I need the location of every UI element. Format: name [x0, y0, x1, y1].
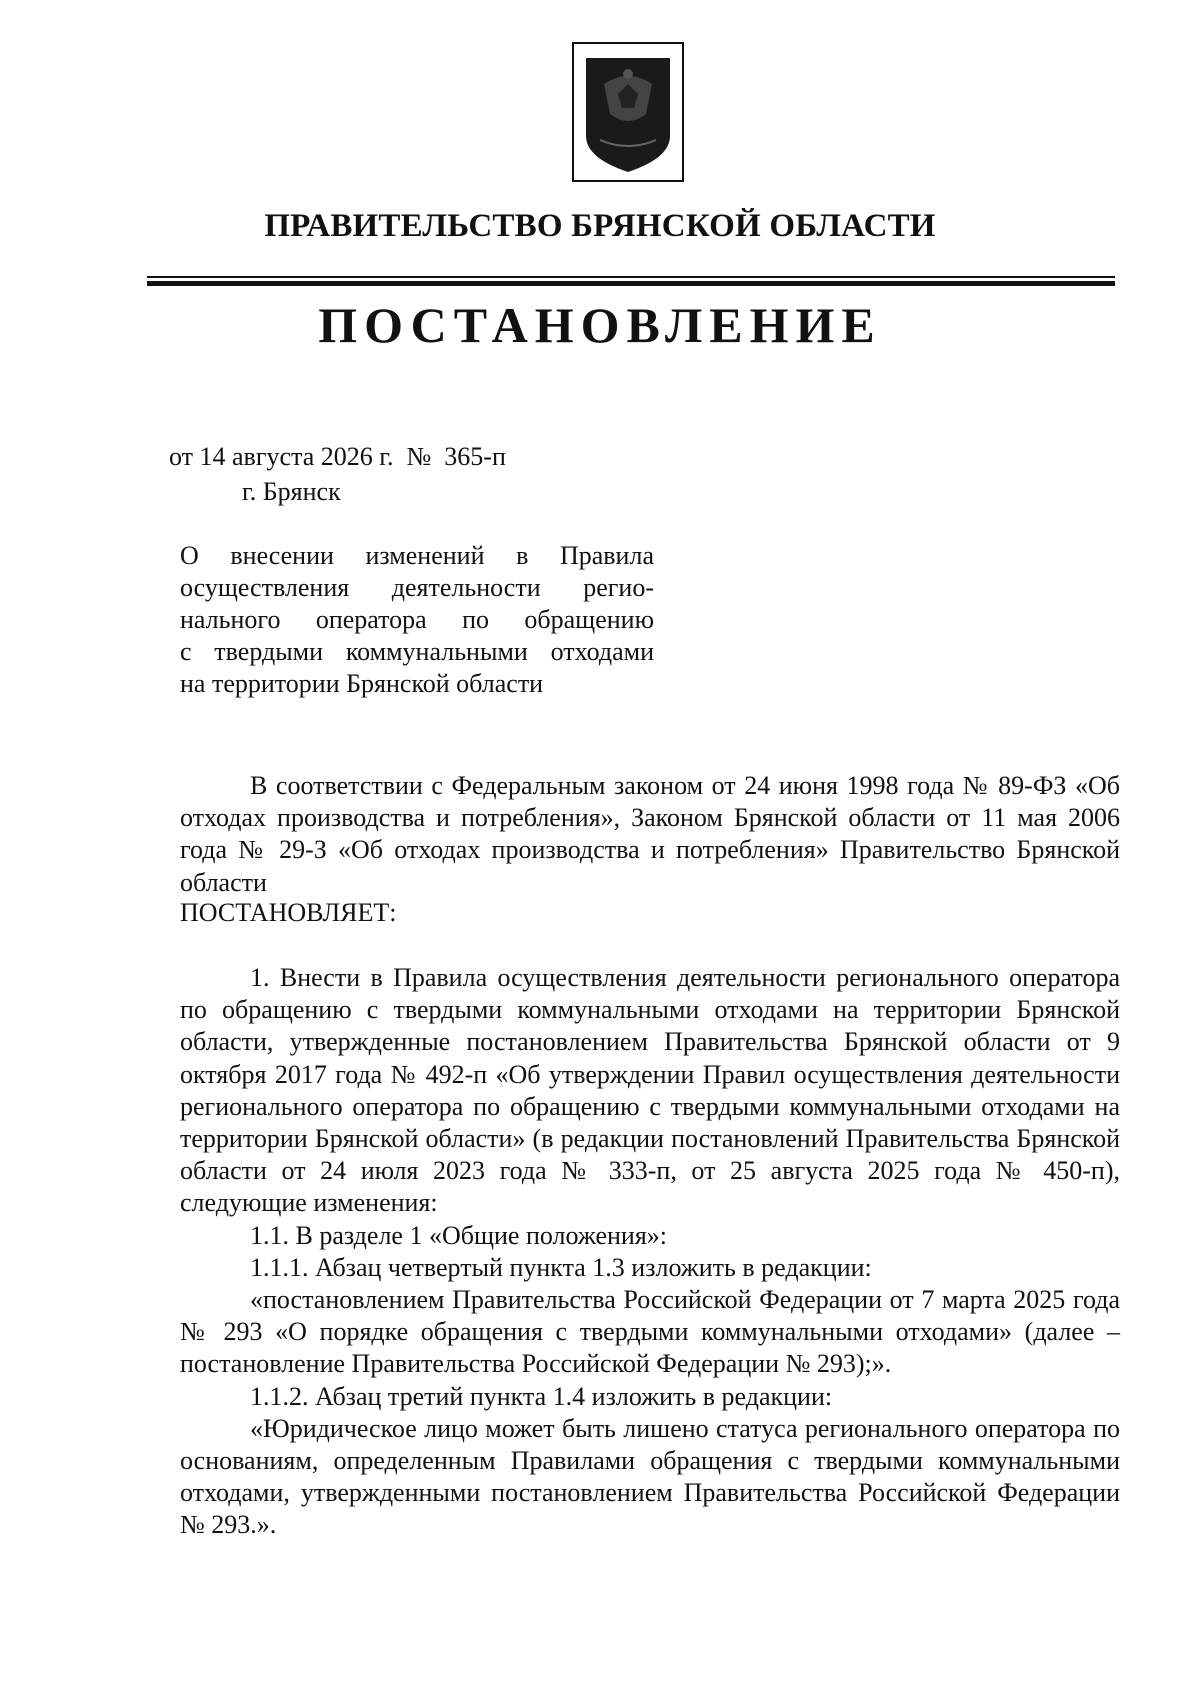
subject-line: О внесении изменений в Правила — [180, 541, 654, 570]
subject-line: нального оператора по обращению — [180, 605, 654, 634]
subject-line: с твердыми коммунальными отходами — [180, 637, 654, 666]
item-1-1-2-text: «Юридическое лицо может быть лишено статуса регионального оператора по основаниям, определенным Правилами обращения с твердыми коммунальными отходами, утвержденными постановлением Правительства Российской Федерации № 293.». — [180, 1413, 1120, 1540]
document-date-number: от 14 августа 2026 г. № 365-п — [169, 442, 506, 471]
coat-of-arms-emblem — [572, 42, 684, 182]
document-type-title: ПОСТАНОВЛЕНИЕ — [318, 297, 882, 353]
government-name: ПРАВИТЕЛЬСТВО БРЯНСКОЙ ОБЛАСТИ — [264, 208, 936, 244]
emblem-shield-icon — [574, 44, 682, 180]
preamble-paragraph: В соответствии с Федеральным законом от 24 июня 1998 года № 89-ФЗ «Об отходах производства и потребления», Законом Брянской области от 11 мая 2006 года № 29-З «Об отходах производства и потребления» Правительство Брянской области — [180, 771, 1120, 897]
document-city: г. Брянск — [242, 477, 341, 506]
document-subject — [180, 540, 654, 700]
decree-items — [180, 962, 1120, 1542]
subject-line: на территории Брянской области — [180, 669, 544, 698]
item-1-1-1-text: «постановлением Правительства Российской Федерации от 7 марта 2025 года № 293 «О порядке обращения с твердыми коммунальными отходами» (далее – постановление Правительства Российской Федерации № 293);». — [180, 1285, 1120, 1379]
header-rule-thin — [147, 276, 1115, 278]
subject-line: осуществления деятельности регио- — [180, 573, 654, 602]
item-1-1-1: 1.1.1. Абзац четвертый пункта 1.3 изложить в редакции: — [250, 1252, 872, 1282]
item-1-1: 1.1. В разделе 1 «Общие положения»: — [250, 1220, 668, 1250]
item-1: 1. Внести в Правила осуществления деятельности регионального оператора по обращению с твердыми коммунальными отходами на территории Брянской области, утвержденные постановлением Правительства Брянской области от 9 октября 2017 года № 492-п «Об утверждении Правил осуществления деятельности регионального оператора по обращению с твердыми коммунальными отходами на территории Брянской области» (в редакции постановлений Правительства Брянской области от 24 июля 2023 года № 333-п, от 25 августа 2025 года № 450-п), следующие изменения: — [180, 963, 1120, 1218]
item-1-1-2: 1.1.2. Абзац третий пункта 1.4 изложить в редакции: — [250, 1381, 833, 1411]
header-rule-thick — [147, 281, 1115, 286]
preamble — [180, 770, 1120, 899]
decree-word: ПОСТАНОВЛЯЕТ: — [180, 898, 397, 927]
